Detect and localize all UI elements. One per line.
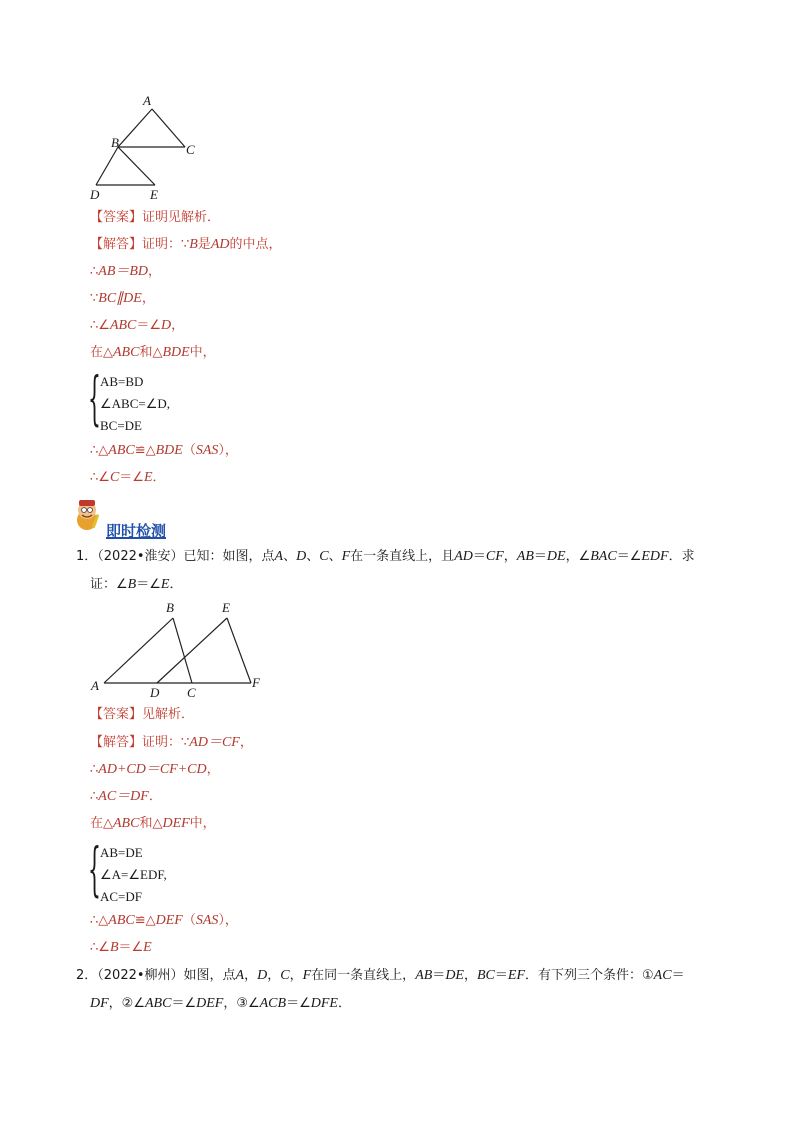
var: D bbox=[257, 968, 268, 983]
text: ）， bbox=[218, 443, 238, 458]
question-2-line-1 bbox=[76, 968, 685, 984]
var: ABC bbox=[108, 443, 135, 458]
label-C: C bbox=[186, 142, 195, 157]
answer-tag: 【答案】 bbox=[90, 707, 143, 722]
text: ． bbox=[152, 470, 166, 485]
label-D: D bbox=[150, 685, 160, 700]
text: ∴∠ bbox=[90, 470, 110, 485]
text: ， bbox=[503, 549, 517, 564]
var: C bbox=[109, 470, 120, 485]
var: E bbox=[143, 940, 152, 955]
var: AB bbox=[415, 968, 433, 983]
var: A bbox=[235, 968, 245, 983]
answer-tag: 【答案】 bbox=[90, 210, 143, 225]
text: ∴ bbox=[90, 762, 99, 777]
var: DE bbox=[445, 968, 464, 983]
text: 证：∠ bbox=[90, 577, 128, 592]
text: ∴△ bbox=[90, 913, 109, 928]
var: AC bbox=[653, 968, 672, 983]
equation: AB=BD bbox=[100, 374, 144, 389]
text: ＝∠ bbox=[136, 318, 162, 333]
text: ＝∠ bbox=[171, 996, 197, 1011]
var: ABC bbox=[108, 913, 135, 928]
var: AD bbox=[454, 549, 473, 564]
var: E bbox=[160, 577, 170, 592]
text: 、 bbox=[328, 549, 342, 564]
var: EF bbox=[507, 968, 526, 983]
equation: AB=DE bbox=[100, 845, 143, 860]
system-brace: { bbox=[88, 364, 101, 432]
text: ＝∠ bbox=[616, 549, 642, 564]
var: AB bbox=[516, 549, 534, 564]
label-F: F bbox=[252, 675, 260, 690]
text: ， bbox=[244, 968, 258, 983]
question-1-line-1 bbox=[76, 549, 695, 565]
text: ，②∠ bbox=[108, 996, 145, 1011]
text: ＝∠ bbox=[118, 940, 144, 955]
var: SAS bbox=[195, 443, 219, 458]
text: ， bbox=[171, 318, 185, 333]
text: ∴△ bbox=[90, 443, 109, 458]
var: E bbox=[143, 470, 153, 485]
var: F bbox=[302, 968, 312, 983]
equation: BC=DE bbox=[100, 418, 143, 433]
answer-line-1 bbox=[90, 707, 194, 723]
text: ． bbox=[169, 577, 183, 592]
equation-system bbox=[100, 842, 167, 908]
text: ）， bbox=[218, 913, 238, 928]
question-1-line-2 bbox=[90, 577, 182, 593]
solution-line-4 bbox=[90, 318, 184, 334]
expr: AB＝BD bbox=[98, 264, 149, 279]
var: B bbox=[127, 577, 137, 592]
text: ∴∠ bbox=[90, 940, 110, 955]
question-2-line-2 bbox=[90, 996, 351, 1012]
solution-line-3 bbox=[90, 789, 162, 805]
text: ＝∠ bbox=[119, 470, 144, 485]
text: 、 bbox=[283, 549, 297, 564]
text: 、 bbox=[306, 549, 320, 564]
text: ， bbox=[206, 762, 220, 777]
var: ABC bbox=[113, 816, 140, 831]
label-B: B bbox=[166, 600, 174, 615]
text: 的中点， bbox=[229, 237, 282, 252]
text: ＝∠ bbox=[286, 996, 311, 1011]
var: F bbox=[341, 549, 351, 564]
solution-line-5 bbox=[90, 913, 238, 929]
text: 2．（2022•柳州）如图，点 bbox=[76, 968, 236, 983]
var: DEF bbox=[162, 816, 190, 831]
solution-tag: 【解答】 bbox=[90, 735, 143, 750]
solution-line-2 bbox=[90, 762, 220, 778]
text: 和△ bbox=[139, 816, 163, 831]
var: CF bbox=[485, 549, 504, 564]
text: ， bbox=[141, 291, 155, 306]
text: ，∠ bbox=[565, 549, 591, 564]
text: 是 bbox=[197, 237, 211, 252]
text: （ bbox=[182, 443, 196, 458]
text: 在一条直线上，且 bbox=[350, 549, 455, 564]
text: ∴ bbox=[90, 789, 99, 804]
text: ， bbox=[267, 968, 281, 983]
var: A bbox=[274, 549, 284, 564]
equation: ∠A=∠EDF, bbox=[100, 867, 167, 882]
text: ＝ bbox=[671, 968, 685, 983]
label-A: A bbox=[91, 678, 99, 693]
solution-line-1 bbox=[90, 237, 282, 253]
text: ， bbox=[463, 968, 477, 983]
system-brace: { bbox=[88, 835, 101, 903]
var: BC bbox=[477, 968, 495, 983]
text: 中， bbox=[189, 345, 216, 360]
var: ABC bbox=[144, 996, 172, 1011]
var: BDE bbox=[162, 345, 190, 360]
text: ≌△ bbox=[134, 913, 156, 928]
expr: AD+CD＝CF+CD bbox=[98, 762, 207, 777]
text: ．有下列三个条件：① bbox=[525, 968, 654, 983]
solution-line-7 bbox=[90, 470, 166, 486]
var: SAS bbox=[195, 913, 219, 928]
text: ， bbox=[289, 968, 303, 983]
equation: ∠ABC=∠D, bbox=[100, 396, 171, 411]
var: DE bbox=[546, 549, 566, 564]
solution-tag: 【解答】 bbox=[90, 237, 143, 252]
var: C bbox=[319, 549, 329, 564]
var: D bbox=[161, 318, 172, 333]
text: ≌△ bbox=[134, 443, 156, 458]
var: EDF bbox=[641, 549, 669, 564]
text: 证明：∵ bbox=[142, 735, 190, 750]
solution-line-6 bbox=[90, 443, 238, 459]
mascot-icon bbox=[70, 496, 104, 532]
label-A: A bbox=[143, 93, 151, 108]
text: 证明：∵ bbox=[142, 237, 190, 252]
label-B: B bbox=[111, 135, 119, 150]
text: ．求 bbox=[668, 549, 695, 564]
text: ∴ bbox=[90, 264, 99, 279]
text: ． bbox=[148, 789, 162, 804]
text: 1．（2022•淮安）已知：如图，点 bbox=[76, 549, 275, 564]
section-title: 即时检测 bbox=[106, 522, 167, 540]
var: ABC bbox=[109, 318, 137, 333]
var: DEF bbox=[196, 996, 224, 1011]
text: ． bbox=[337, 996, 351, 1011]
answer-text: 见解析． bbox=[142, 707, 195, 722]
text: ＝ bbox=[494, 968, 508, 983]
text: （ bbox=[182, 913, 196, 928]
var: AD bbox=[210, 237, 230, 252]
text: 在同一条直线上， bbox=[311, 968, 416, 983]
var: DFE bbox=[310, 996, 338, 1011]
text: ∵ bbox=[90, 291, 99, 306]
expr: AC＝DF bbox=[98, 789, 149, 804]
label-D: D bbox=[90, 187, 100, 202]
label-C: C bbox=[187, 685, 196, 700]
var: DEF bbox=[155, 913, 183, 928]
text: ， bbox=[239, 735, 253, 750]
figure-triangles-abc-def bbox=[85, 598, 270, 702]
text: ＝ bbox=[472, 549, 486, 564]
solution-line-1 bbox=[90, 735, 253, 751]
solution-line-3 bbox=[90, 291, 155, 307]
text: 在△ bbox=[90, 345, 113, 360]
equation: AC=DF bbox=[100, 889, 143, 904]
text: 在△ bbox=[90, 816, 113, 831]
solution-line-6 bbox=[90, 940, 152, 956]
solution-line-5 bbox=[90, 345, 216, 361]
var: ACB bbox=[259, 996, 287, 1011]
var: ABC bbox=[113, 345, 140, 360]
var: C bbox=[280, 968, 290, 983]
text: ＝ bbox=[533, 549, 547, 564]
var: D bbox=[296, 549, 307, 564]
text: 和△ bbox=[139, 345, 163, 360]
var: DF bbox=[90, 996, 109, 1011]
figure-triangles-abc-bde bbox=[85, 92, 215, 204]
equation-system bbox=[100, 371, 170, 437]
label-E: E bbox=[222, 600, 230, 615]
var: BAC bbox=[590, 549, 617, 564]
answer-line-0 bbox=[90, 210, 220, 226]
text: ，③∠ bbox=[223, 996, 260, 1011]
answer-text: 证明见解析． bbox=[142, 210, 221, 225]
text: ＝ bbox=[432, 968, 446, 983]
expr: AD＝CF bbox=[189, 735, 240, 750]
solution-line-2 bbox=[90, 264, 161, 280]
label-E: E bbox=[150, 187, 158, 202]
text: ， bbox=[148, 264, 162, 279]
text: ＝∠ bbox=[136, 577, 161, 592]
text: 中， bbox=[189, 816, 216, 831]
solution-line-4 bbox=[90, 816, 216, 832]
var: BDE bbox=[155, 443, 183, 458]
expr: BC∥DE bbox=[98, 291, 142, 306]
text: ∴∠ bbox=[90, 318, 110, 333]
var: B bbox=[189, 237, 198, 252]
var: B bbox=[109, 940, 119, 955]
